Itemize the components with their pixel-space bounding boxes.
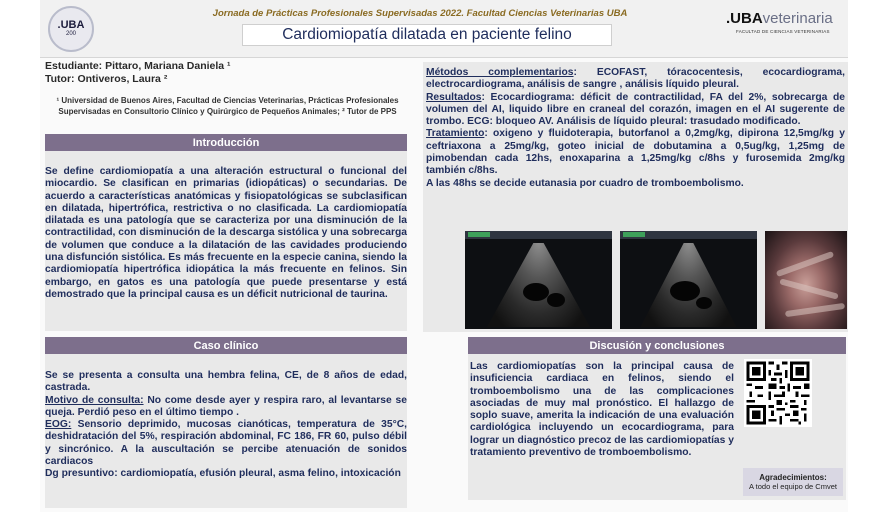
poster-title: Cardiomiopatía dilatada en paciente felino [282,26,572,43]
resultados-text: : Ecocardiograma: déficit de contractilidad, FA del 2%, sobrecarga de volumen del AI, liquido libre en craneal del corazón, imagen en el AI sugerente de trombo. ECG: bloqueo AV. Análisis de líquido pleural: trasudado modificado. [426,91,845,128]
outcome-line: A las 48hs se decide eutanasia por cuadro de tromboembolismo. [426,177,744,189]
case-diagnosis: Dg presuntivo: cardiomiopatía, efusión pleural, asma felino, intoxicación [45,468,401,480]
tratamiento-text: : oxigeno y fluidoterapia, butorfanol a 0,2mg/kg, dipirona 12,5mg/kg y ceftriaxona a 25mg/kg, goteo inicial de dobutamina a 0,5ug/kg, 1,25mg de pimobendan cada 12hs, enoxaparina a 1,25mg/kg c/8hs y furosemida 2mg/kg también c/8hs. [426,128,845,177]
case-heading: Caso clínico [45,337,407,354]
event-line: Jornada de Prácticas Profesionales Supervisadas 2022. Facultad Ciencias Veterinarias UBA [212,8,628,19]
poster-header [40,0,848,58]
vet-logo-sub: FACULTAD DE CIENCIAS VETERINARIAS [736,29,830,34]
case-text [45,370,407,481]
left-column [40,58,415,512]
affiliation: ¹ Universidad de Buenos Aires, Facultad de Ciencias Veterinarias, Prácticas Profesionales Supervisadas en Consultorio Clínico y Quirúrgico de Pequeños Animales; ² Tutor de PPS [56,96,399,116]
intro-heading: Introducción [45,134,407,151]
discussion-heading: Discusión y conclusiones [468,337,846,354]
tutor-line: Tutor: Ontiveros, Laura ² [45,73,168,85]
intro-text: Se define cardiomiopatía a una alteración estructural o funcional del miocardio. Se clasifican en primarias (idiopáticas) o secundarias. De acuerdo a características anatómicas y fisiopatológicas se subclasifican en dilatada, hipertrófica, restrictiva o no clasificada. La cardiomiopatía dilatada es una patología que se caracteriza por una disminución de la contractilidad, con disminución de la descarga sistólica y una sobrecarga de volumen que conduce a la dilatación de las cavidades produciendo una disfunción sistólica. Es más frecuente en la especie canina, siendo la cardiomiopatía hipertrófica idiopática la más frecuente en felinos. Sin embargo, en gatos es una patología que puede presentarse y está demostrado que la principal causa es un déficit nutricional de taurina. [45,166,407,300]
uba-logo-sub: 200 [65,31,76,37]
ack-heading: Agradecimientos: [759,473,827,482]
metodos-label: Métodos complementarios [426,67,574,78]
eog-text: Sensorio deprimido, mucosas cianóticas, temperatura de 35°C, deshidratación del 5%, respiración abdominal, FC 186, FR 60, pulso débil y sincrónico. A la auscultación se percibe atenuación de sonidos cardiacos [45,419,407,468]
resultados-block [426,92,845,129]
case-motivo [45,395,407,420]
motivo-text: No come desde ayer y respira raro, al levantarse se queja. Perdió peso en el último tiempo . [45,394,407,418]
right-column [423,58,848,512]
discussion-text: Las cardiomiopatías son la principal causa de insuficiencia cardiaca en felinos, siendo el tromboembolismo una de las complicaciones asociadas de muy mal pronóstico. El hallazgo de soplo suave, amerita la indicación de una evaluación cardiológica incluyendo un ecocardiograma, para lograr un diagnóstico precoz de las cardiomiopatías y tratamiento preventivo de tromboembolismo. [470,361,734,459]
qr-code-icon[interactable] [744,359,812,427]
title-box [242,24,612,46]
vet-logo-light: veterinaria [762,10,833,27]
poster [40,0,848,512]
ack-text: A todo el equipo de Cmvet [749,482,837,491]
case-presentation: Se se presenta a consulta una hembra felina, CE, de 8 años de edad, castrada. [45,370,407,394]
ultrasound-image-1 [465,231,612,329]
eog-label: EOG: [45,419,72,431]
uba-logo-main: .UBA [57,19,85,31]
tratamiento-label: Tratamiento [426,128,485,140]
tratamiento-block [426,128,845,177]
results-text [426,67,845,190]
motivo-label: Motivo de consulta: [45,394,144,406]
uba-veterinaria-logo-icon [726,10,840,46]
ultrasound-image-2 [620,231,757,329]
case-eog [45,419,407,468]
acknowledgements-box [743,468,843,496]
vet-logo-bold: .UBA [726,10,763,27]
student-line: Estudiante: Pittaro, Mariana Daniela ¹ [45,60,231,72]
metodos-text: : ECOFAST, tóracocentesis, ecocardiograma, electrocardiograma, análisis de sangre , análisis líquido pleural. [426,67,846,91]
resultados-label: Resultados [426,91,482,103]
necropsy-photo [765,231,847,329]
uba-logo-icon [48,6,94,52]
metodos-block [426,67,845,92]
